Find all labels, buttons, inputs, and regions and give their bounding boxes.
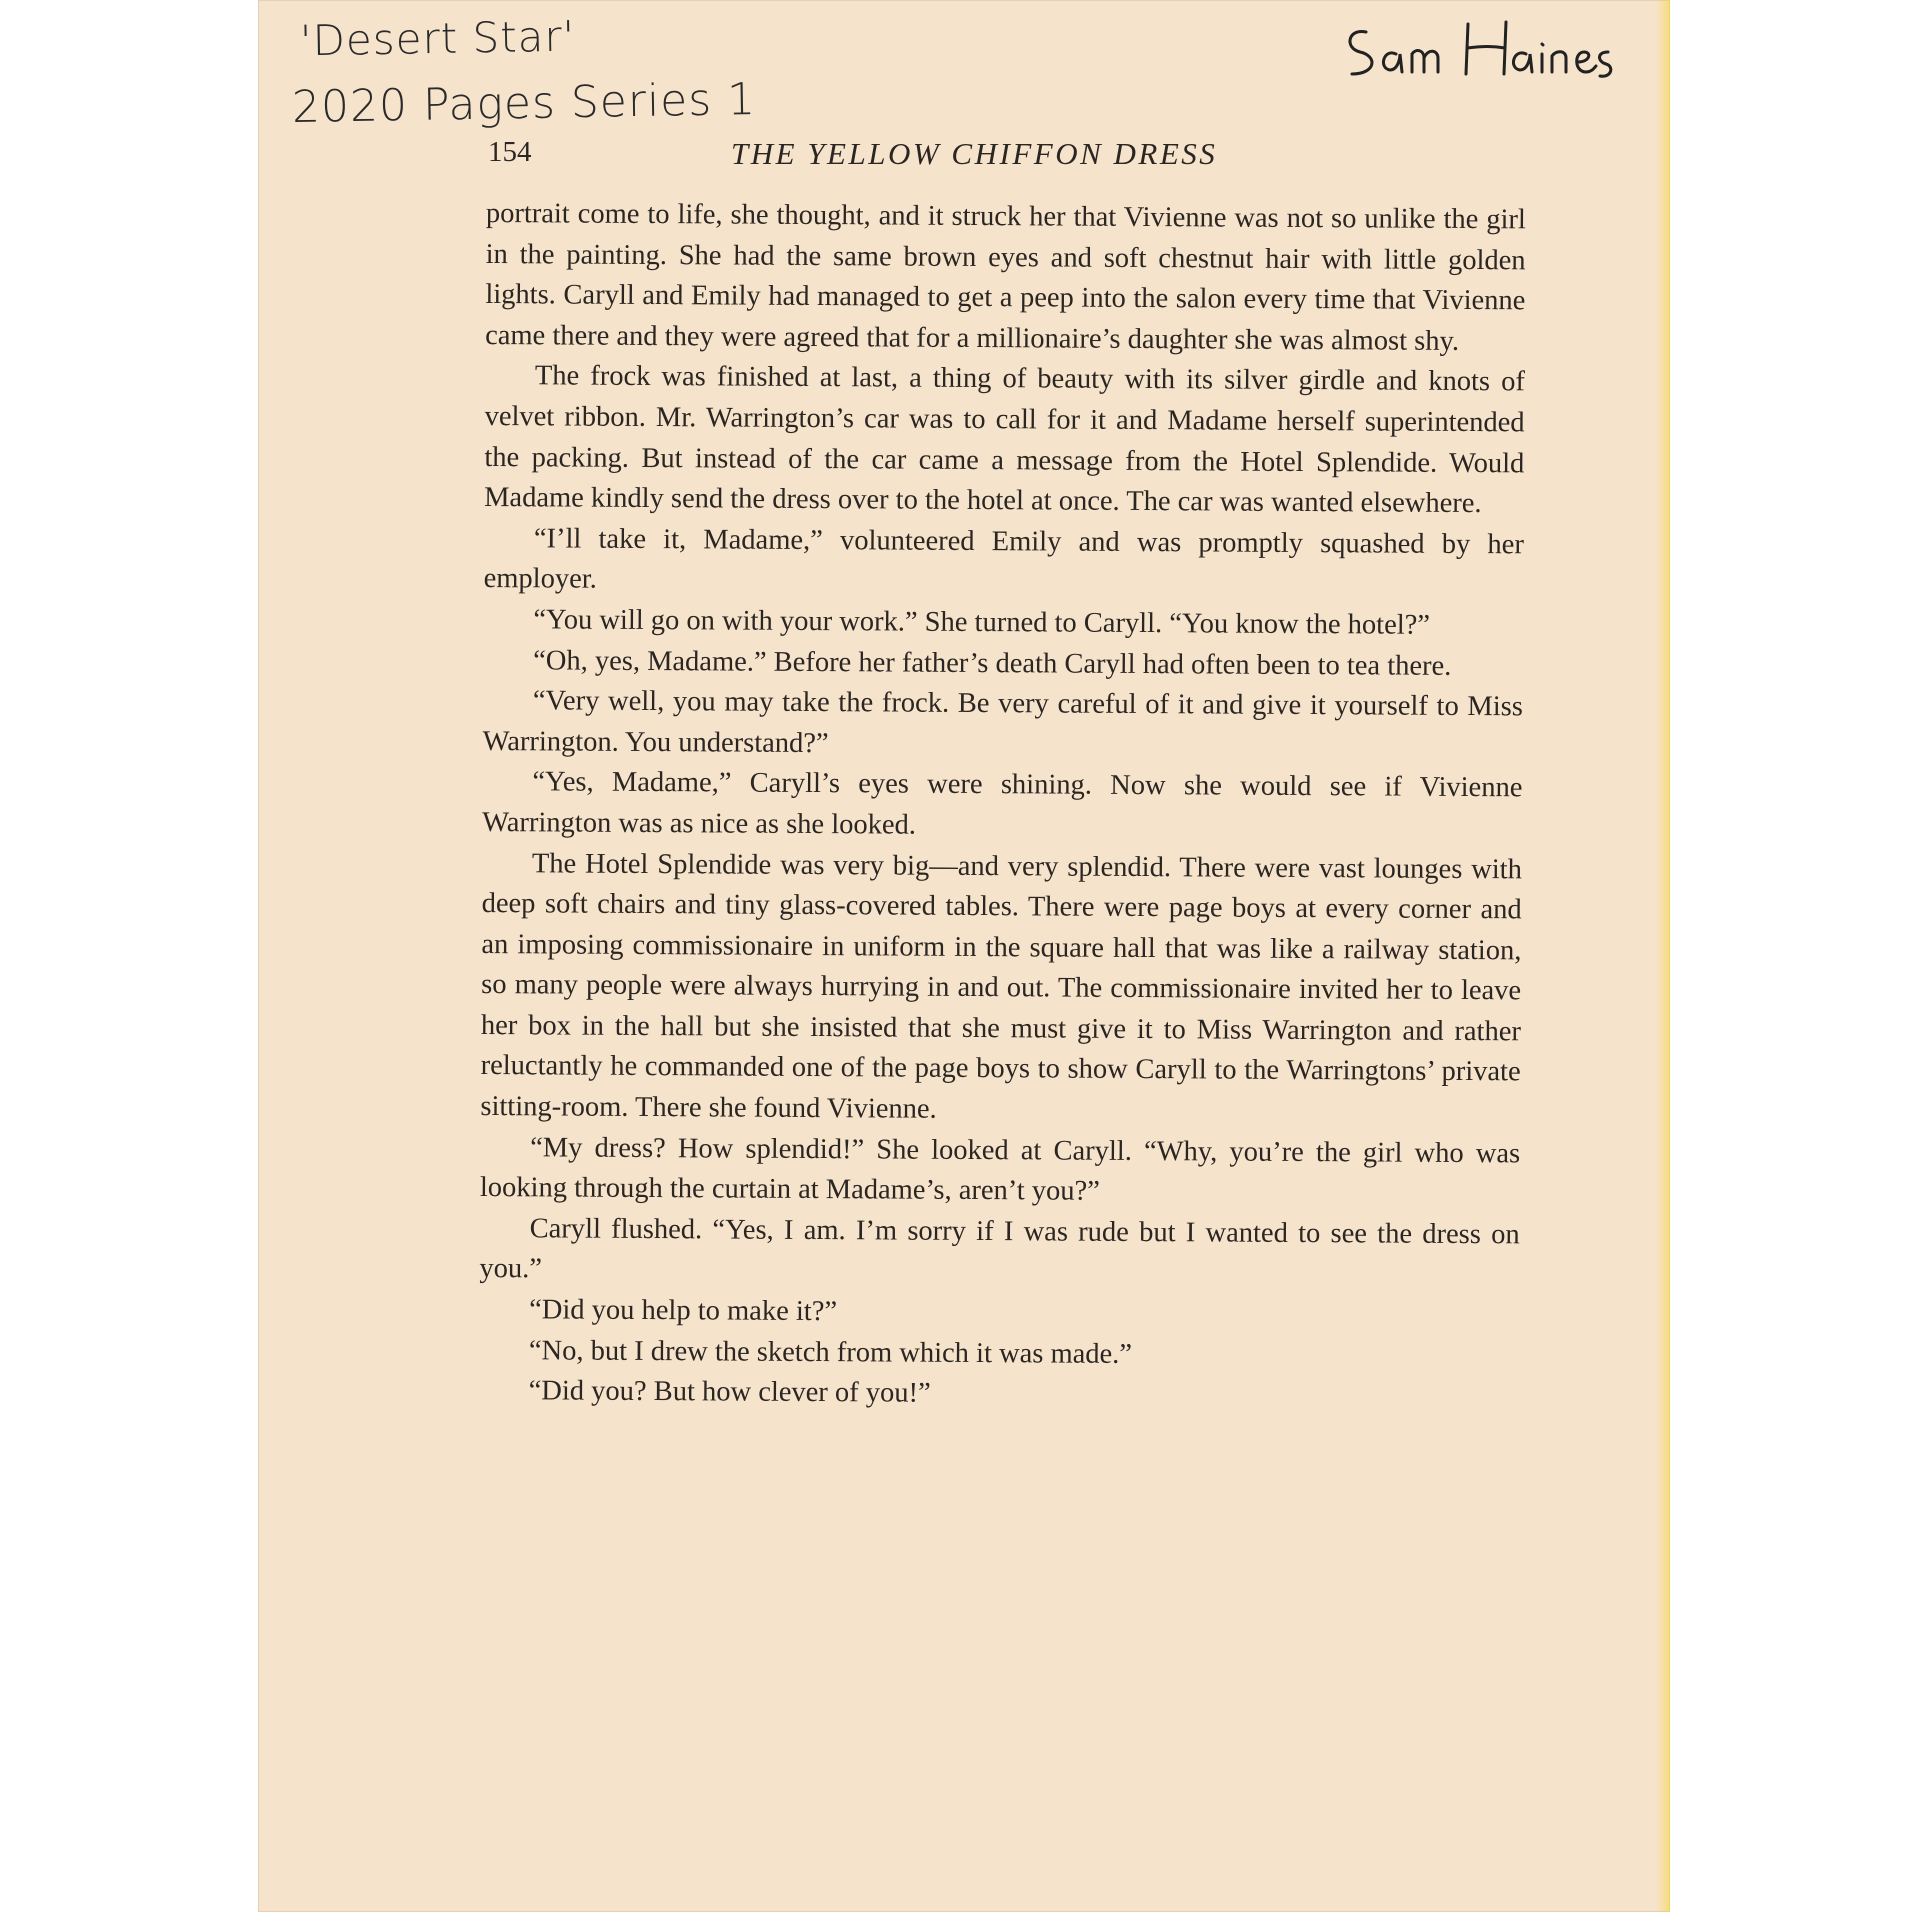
paragraph: “You will go on with your work.” She turned to Caryll. “You know the hotel?” <box>533 604 1431 641</box>
running-head: THE YELLOW CHIFFON DRESS <box>731 136 1218 171</box>
page-number: 154 <box>488 136 532 168</box>
handwritten-title: 'Desert Star' <box>299 11 576 66</box>
paragraph: portrait come to life, she thought, and it struck her that Vivienne was not so unlike the girl in the painting. She had the same brown eyes and soft chestnut hair with little golden lights. Caryll and Emily had managed to get a peep into the salon every time that Vivienne came there and they were agreed that for a millionaire’s daughter she was almost shy. <box>485 197 1526 357</box>
paragraph: “Did you? But how clever of you!” <box>528 1375 931 1409</box>
artist-signature <box>1338 18 1618 93</box>
handwritten-series-note: 2020 Pages Series 1 <box>291 73 757 134</box>
paragraph: “Yes, Madame,” Caryll’s eyes were shining. Now she would see if Vivienne Warrington was as nice as she looked. <box>482 766 1523 841</box>
paragraph: The Hotel Splendide was very big—and very splendid. There were vast lounges with deep soft chairs and tiny glass-covered tables. There were page boys at every corner and an imposing commissionaire in uniform in the square hall that was like a railway station, so many people were always hurrying in and out. The commissionaire invited her to leave her box in the hall but she insisted that she must give it to Miss Warrington and rather reluctantly he commanded one of the page boys to show Caryll to the Warringtons’ private sitting-room. There she found Vivienne. <box>480 847 1522 1125</box>
paragraph: The frock was finished at last, a thing of beauty with its silver girdle and knots of velvet ribbon. Mr. Warrington’s car was to call for it and Madame herself superintended the packing. But instead of the car came a message from the Hotel Splendide. Would Madame kindly send the dress over to the hotel at once. The car was wanted elsewhere. <box>484 360 1525 520</box>
paragraph: “I’ll take it, Madame,” volunteered Emily and was promptly squashed by her employer. <box>483 523 1524 596</box>
paragraph: “Oh, yes, Madame.” Before her father’s death Caryll had often been to tea there. <box>533 644 1452 682</box>
paragraph: “No, but I drew the sketch from which it was made.” <box>528 1334 1133 1370</box>
paragraph: Caryll flushed. “Yes, I am. I’m sorry if I was rude but I wanted to see the dress on you.” <box>479 1213 1520 1285</box>
paragraph: “Did you help to make it?” <box>529 1294 838 1328</box>
paragraph: “Very well, you may take the frock. Be very careful of it and give it yourself to Miss Warrington. You understand?” <box>482 685 1523 759</box>
paragraph: “My dress? How splendid!” She looked at Caryll. “Why, you’re the girl who was looking through the curtain at Madame’s, aren’t you?” <box>479 1131 1521 1208</box>
body-text <box>479 194 1526 1418</box>
